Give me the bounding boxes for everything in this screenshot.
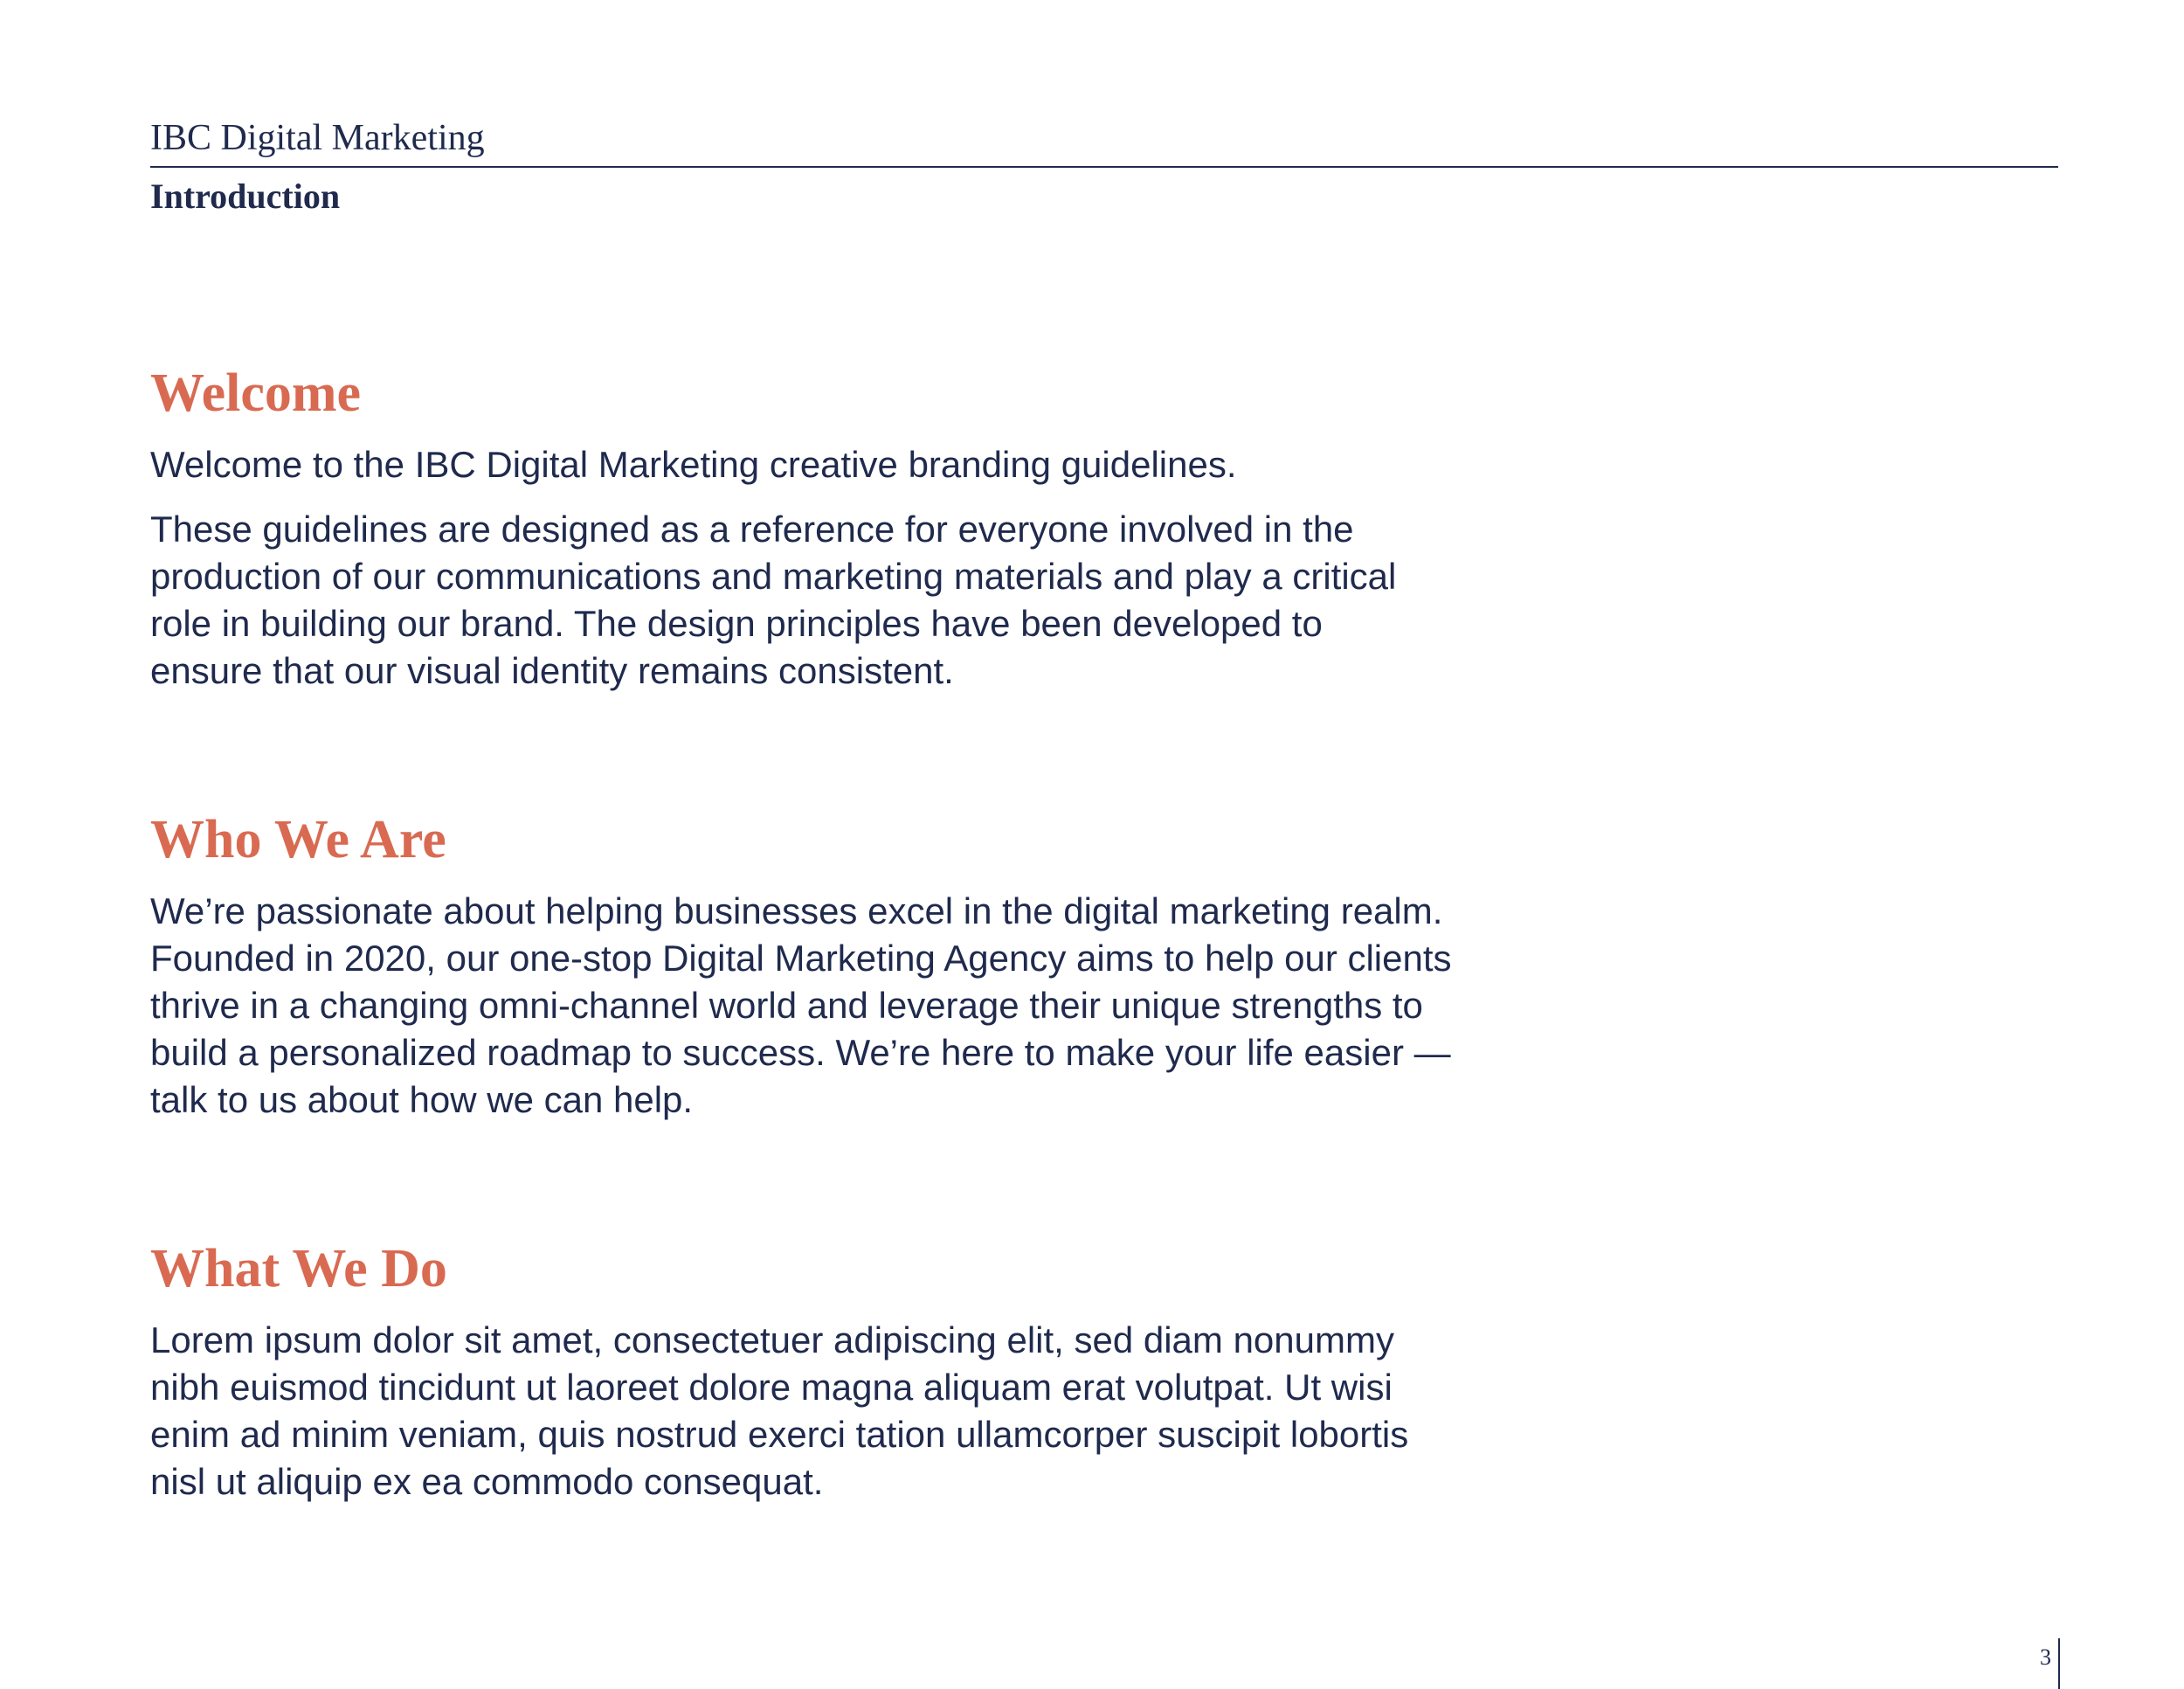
paragraph-line: build a personalized roadmap to success. We’re here to make your life easier —: [150, 1032, 1451, 1073]
paragraph-line: thrive in a changing omni-channel world and leverage their unique strengths to: [150, 985, 1423, 1026]
who-we-are-paragraph: [150, 888, 1635, 1124]
paragraph-line: nibh euismod tincidunt ut laoreet dolore magna aliquam erat volutpat. Ut wisi: [150, 1367, 1393, 1408]
welcome-section: [150, 361, 1635, 695]
section-label: Introduction: [150, 177, 341, 216]
paragraph-line: ensure that our visual identity remains consistent.: [150, 650, 954, 691]
paragraph-line: Founded in 2020, our one-stop Digital Marketing Agency aims to help our clients: [150, 938, 1452, 979]
paragraph-line: Lorem ipsum dolor sit amet, consectetuer adipiscing elit, sed diam nonummy: [150, 1319, 1394, 1360]
welcome-heading: Welcome: [150, 363, 362, 423]
page-number-divider: [2058, 1638, 2060, 1689]
paragraph-line: production of our communications and marketing materials and play a critical: [150, 556, 1397, 597]
paragraph-line: These guidelines are designed as a reference for everyone involved in the: [150, 509, 1354, 550]
paragraph-line: role in building our brand. The design principles have been developed to: [150, 603, 1323, 644]
what-we-do-section: [150, 1236, 1635, 1506]
paragraph-line: enim ad minim veniam, quis nostrud exerci tation ullamcorper suscipit lobortis: [150, 1414, 1409, 1455]
welcome-intro-paragraph: [150, 441, 1635, 488]
who-we-are-heading: Who We Are: [150, 810, 446, 869]
header-divider: [150, 166, 2058, 168]
paragraph-line: We’re passionate about helping businesses excel in the digital marketing realm.: [150, 890, 1443, 931]
welcome-body-paragraph: [150, 506, 1635, 695]
paragraph-line: nisl ut aliquip ex ea commodo consequat.: [150, 1461, 824, 1502]
paragraph-line: Welcome to the IBC Digital Marketing creative branding guidelines.: [150, 444, 1237, 485]
paragraph-line: talk to us about how we can help.: [150, 1079, 694, 1120]
document-brand-title: IBC Digital Marketing: [150, 118, 485, 158]
who-we-are-section: [150, 807, 1635, 1124]
what-we-do-heading: What We Do: [150, 1239, 447, 1298]
what-we-do-paragraph: [150, 1317, 1635, 1506]
page-number: 3: [2040, 1644, 2051, 1670]
